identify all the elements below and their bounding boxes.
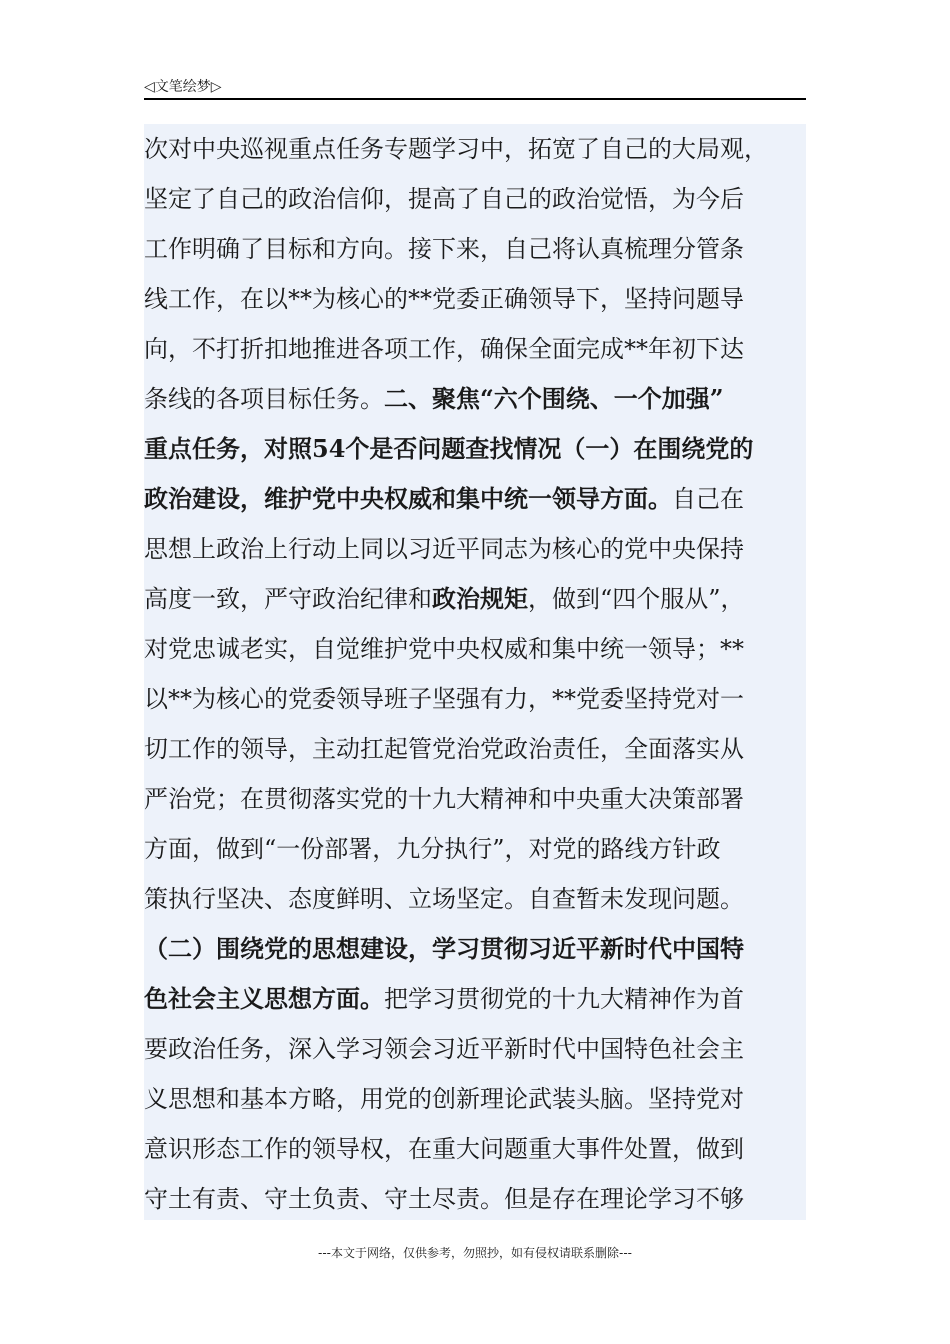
text-segment: 对党忠诚老实，自觉维护党中央权威和集中统一领导；** — [144, 635, 744, 663]
text-line — [144, 424, 806, 474]
text-line — [144, 274, 806, 324]
bold-text-segment: 色社会主义思想方面。 — [144, 984, 384, 1013]
bold-text-segment: 政治规矩 — [432, 584, 528, 613]
text-segment: 坚定了自己的政治信仰，提高了自己的政治觉悟，为今后 — [144, 185, 744, 213]
text-segment: 严治党；在贯彻落实党的十九大精神和中央重大决策部署 — [144, 785, 744, 813]
text-segment: 守土有责、守土负责、守土尽责。但是存在理论学习不够 — [144, 1185, 744, 1213]
text-line — [144, 474, 806, 524]
bold-text-segment: 二、聚焦“六个围绕、一个加强” — [384, 384, 724, 413]
text-line — [144, 674, 806, 724]
text-segment: 向，不打折扣地推进各项工作，确保全面完成**年初下达 — [144, 335, 744, 363]
text-line — [144, 574, 806, 624]
text-segment: 线工作，在以**为核心的**党委正确领导下，坚持问题导 — [144, 285, 744, 313]
text-segment: 自己在 — [672, 485, 744, 513]
text-line — [144, 374, 806, 424]
header-tag: ◁文笔绘梦▷ — [144, 79, 222, 95]
page-header — [144, 72, 806, 100]
bold-text-segment: 政治建设，维护党中央权威和集中统一领导方面。 — [144, 484, 672, 513]
text-line — [144, 174, 806, 224]
text-line — [144, 774, 806, 824]
text-segment: 把学习贯彻党的十九大精神作为首 — [384, 985, 744, 1013]
text-segment: ，做到“四个服从”， — [528, 585, 745, 613]
text-line — [144, 524, 806, 574]
text-segment: 要政治任务，深入学习领会习近平新时代中国特色社会主 — [144, 1035, 744, 1063]
text-line — [144, 874, 806, 924]
text-segment: 方面，做到“一份部署，九分执行”，对党的路线方针政 — [144, 835, 721, 863]
text-line — [144, 224, 806, 274]
bold-text-segment: 重点任务，对照54个是否问题查找情况（一）在围绕党的 — [144, 434, 754, 463]
text-line — [144, 1124, 806, 1174]
page-footer: ---本文于网络，仅供参考，勿照抄，如有侵权请联系删除--- — [318, 1246, 632, 1260]
text-line — [144, 1074, 806, 1124]
text-line — [144, 924, 806, 974]
bold-text-segment: （二）围绕党的思想建设，学习贯彻习近平新时代中国特 — [144, 934, 744, 963]
text-segment: 策执行坚决、态度鲜明、立场坚定。自查暂未发现问题。 — [144, 885, 744, 913]
text-line — [144, 324, 806, 374]
text-segment: 思想上政治上行动上同以习近平同志为核心的党中央保持 — [144, 535, 744, 563]
text-segment: 工作明确了目标和方向。接下来，自己将认真梳理分管条 — [144, 235, 744, 263]
text-segment: 义思想和基本方略，用党的创新理论武装头脑。坚持党对 — [144, 1085, 744, 1113]
text-line — [144, 1024, 806, 1074]
text-segment: 高度一致，严守政治纪律和 — [144, 585, 432, 613]
text-segment: 条线的各项目标任务。 — [144, 385, 384, 413]
text-line — [144, 724, 806, 774]
text-line — [144, 824, 806, 874]
text-line — [144, 1174, 806, 1220]
text-line — [144, 124, 806, 174]
text-segment: 次对中央巡视重点任务专题学习中，拓宽了自己的大局观， — [144, 135, 768, 163]
text-line — [144, 624, 806, 674]
text-segment: 切工作的领导，主动扛起管党治党政治责任，全面落实从 — [144, 735, 744, 763]
document-body — [144, 124, 806, 1220]
text-segment: 以**为核心的党委领导班子坚强有力，**党委坚持党对一 — [144, 685, 744, 713]
text-line — [144, 974, 806, 1024]
text-segment: 意识形态工作的领导权，在重大问题重大事件处置，做到 — [144, 1135, 744, 1163]
